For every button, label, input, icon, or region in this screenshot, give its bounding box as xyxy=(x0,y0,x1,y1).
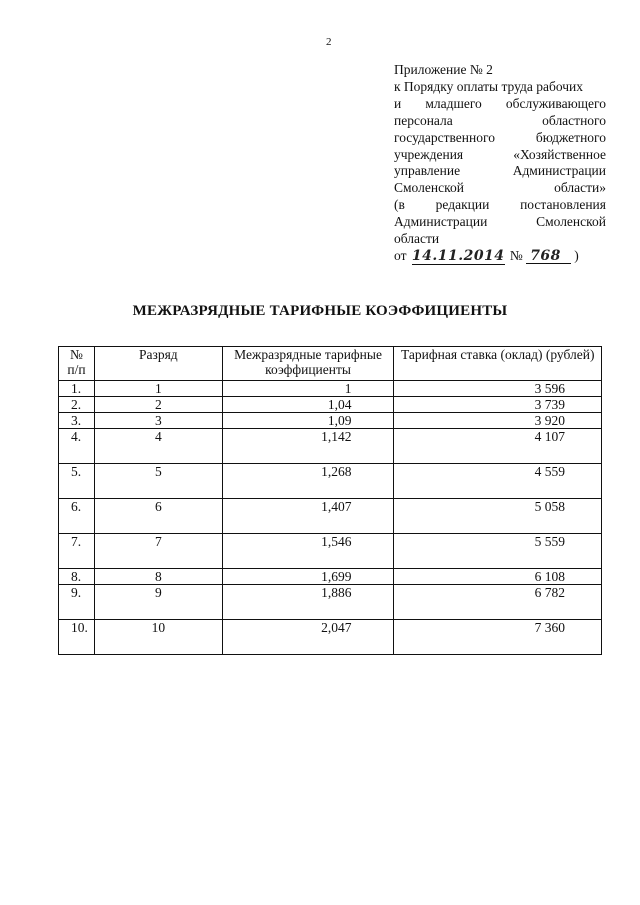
table-row xyxy=(59,464,602,499)
closing-paren: ) xyxy=(574,247,579,263)
cell-rate: 3 739 xyxy=(394,397,602,413)
appendix-block xyxy=(394,62,606,265)
appendix-line: персонала областного xyxy=(394,112,606,128)
appendix-line: Приложение № 2 xyxy=(394,62,493,77)
number-sign: № xyxy=(509,247,523,263)
cell-rate: 6 108 xyxy=(394,569,602,585)
cell-number: 8. xyxy=(59,569,95,585)
appendix-line: (в редакции постановления xyxy=(394,197,606,213)
cell-rank: 1 xyxy=(94,381,222,397)
document-title: МЕЖРАЗРЯДНЫЕ ТАРИФНЫЕ КОЭФФИЦИЕНТЫ xyxy=(132,303,508,319)
cell-number: 1. xyxy=(59,381,95,397)
cell-number: 4. xyxy=(59,429,95,464)
date-prefix: от xyxy=(394,247,407,263)
header-rate: Тарифная ставка (оклад) (рублей) xyxy=(394,347,602,381)
cell-coefficient: 1,886 xyxy=(222,585,394,620)
appendix-line: государственного бюджетного xyxy=(394,129,606,145)
header-number: № п/п xyxy=(59,347,95,381)
table-row xyxy=(59,413,602,429)
appendix-line: к Порядку оплаты труда рабочих xyxy=(394,78,583,94)
appendix-line: управление Администрации xyxy=(394,163,606,179)
cell-number: 2. xyxy=(59,397,95,413)
cell-rate: 5 058 xyxy=(394,499,602,534)
appendix-line: Администрации Смоленской xyxy=(394,214,606,230)
table-row xyxy=(59,569,602,585)
cell-coefficient: 1,142 xyxy=(222,429,394,464)
table-row xyxy=(59,499,602,534)
cell-coefficient: 1,09 xyxy=(222,413,394,429)
page-number: 2 xyxy=(326,36,332,48)
table-row xyxy=(59,585,602,620)
table-row xyxy=(59,381,602,397)
cell-rank: 5 xyxy=(94,464,222,499)
cell-coefficient: 2,047 xyxy=(222,620,394,655)
cell-rate: 3 920 xyxy=(394,413,602,429)
cell-rank: 10 xyxy=(94,620,222,655)
cell-number: 3. xyxy=(59,413,95,429)
cell-coefficient: 1,407 xyxy=(222,499,394,534)
handwritten-date: 14.11.2014 xyxy=(411,247,505,264)
cell-rate: 4 559 xyxy=(394,464,602,499)
cell-number: 6. xyxy=(59,499,95,534)
cell-coefficient: 1 xyxy=(222,381,394,397)
cell-rate: 5 559 xyxy=(394,534,602,569)
cell-number: 7. xyxy=(59,534,95,569)
cell-rate: 6 782 xyxy=(394,585,602,620)
appendix-line: области xyxy=(394,231,440,247)
tariff-table xyxy=(58,346,602,655)
table-row xyxy=(59,397,602,413)
cell-rate: 4 107 xyxy=(394,429,602,464)
cell-rank: 3 xyxy=(94,413,222,429)
cell-rank: 9 xyxy=(94,585,222,620)
header-coefficient: Межразрядные тарифные коэффициенты xyxy=(222,347,394,381)
cell-coefficient: 1,268 xyxy=(222,464,394,499)
table-row xyxy=(59,429,602,464)
cell-rank: 6 xyxy=(94,499,222,534)
cell-number: 5. xyxy=(59,464,95,499)
cell-number: 9. xyxy=(59,585,95,620)
appendix-line: и младшего обслуживающего xyxy=(394,95,606,111)
appendix-line: Смоленской области» xyxy=(394,180,606,196)
cell-rank: 7 xyxy=(94,534,222,569)
appendix-line: учреждения «Хозяйственное xyxy=(394,146,606,162)
table-header-row xyxy=(59,347,602,381)
table-row xyxy=(59,620,602,655)
header-rank: Разряд xyxy=(94,347,222,381)
date-number-line xyxy=(394,248,606,265)
cell-coefficient: 1,699 xyxy=(222,569,394,585)
table-row xyxy=(59,534,602,569)
cell-coefficient: 1,546 xyxy=(222,534,394,569)
cell-number: 10. xyxy=(59,620,95,655)
cell-rate: 3 596 xyxy=(394,381,602,397)
cell-rank: 2 xyxy=(94,397,222,413)
cell-rank: 4 xyxy=(94,429,222,464)
cell-rate: 7 360 xyxy=(394,620,602,655)
cell-rank: 8 xyxy=(94,569,222,585)
handwritten-number: 768 xyxy=(530,247,561,264)
cell-coefficient: 1,04 xyxy=(222,397,394,413)
